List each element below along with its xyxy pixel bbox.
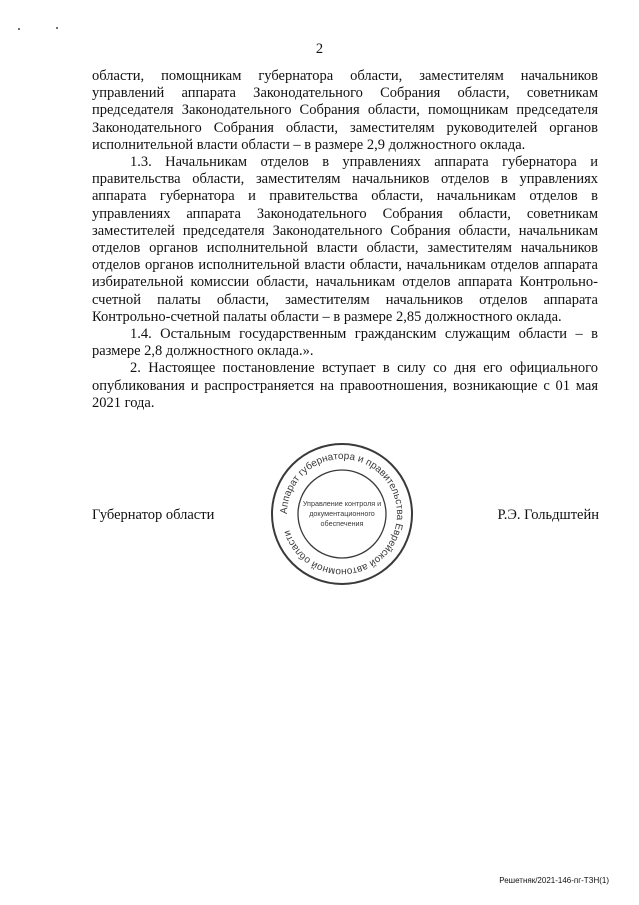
paragraph-1-4: 1.4. Остальным государственным гражданским служащим области – в размере 2,8 должностного оклада.». <box>92 326 598 360</box>
signatory-position: Губернатор области <box>92 507 215 523</box>
footer-file-code: Решетняк/2021-146-пг-ТЗН(1) <box>499 876 609 885</box>
seal-inner-line-1: Управление контроля и <box>302 499 382 508</box>
seal-inner-line-2: документационного <box>309 509 375 518</box>
seal-outer-text: Аппарат губернатора и правительства Еврейской автономной области <box>278 450 406 578</box>
page-number: 2 <box>315 41 324 57</box>
signatory-name: Р.Э. Гольдштейн <box>497 507 599 523</box>
paragraph-1-3: 1.3. Начальникам отделов в управлениях аппарата губернатора и правительства области, заместителям начальников отделов в управлениях аппарата губернатора и правительства области, начальникам отделов в управлениях аппарата Законодательного Собрания области, советникам заместителей председателя Законодательного Собрания области, начальникам отделов органов исполнительной власти области, заместителям начальников отделов органов исполнительной власти области, начальникам отделов аппарата избирательной комиссии области, начальникам отделов аппарата Контрольно-счетной палаты области, заместителям начальников отделов аппарата Контрольно-счетной палаты области – в размере 2,85 должностного оклада. <box>92 154 598 325</box>
document-body <box>92 68 598 412</box>
paragraph-2: 2. Настоящее постановление вступает в силу со дня его официального опубликования и распространяется на правоотношения, возникающие с 01 мая 2021 года. <box>92 360 598 411</box>
paragraph-continuation: области, помощникам губернатора области, заместителям начальников управлений аппарата Законодательного Собрания области, советникам председателя Законодательного Собрания области, помощникам председателя Законодательного Собрания области, заместителям руководителей органов исполнительной власти области – в размере 2,9 должностного оклада. <box>92 68 598 153</box>
scan-speck <box>56 27 58 29</box>
scan-speck <box>18 28 20 30</box>
official-seal <box>268 440 416 588</box>
seal-inner-line-3: обеспечения <box>320 519 364 528</box>
